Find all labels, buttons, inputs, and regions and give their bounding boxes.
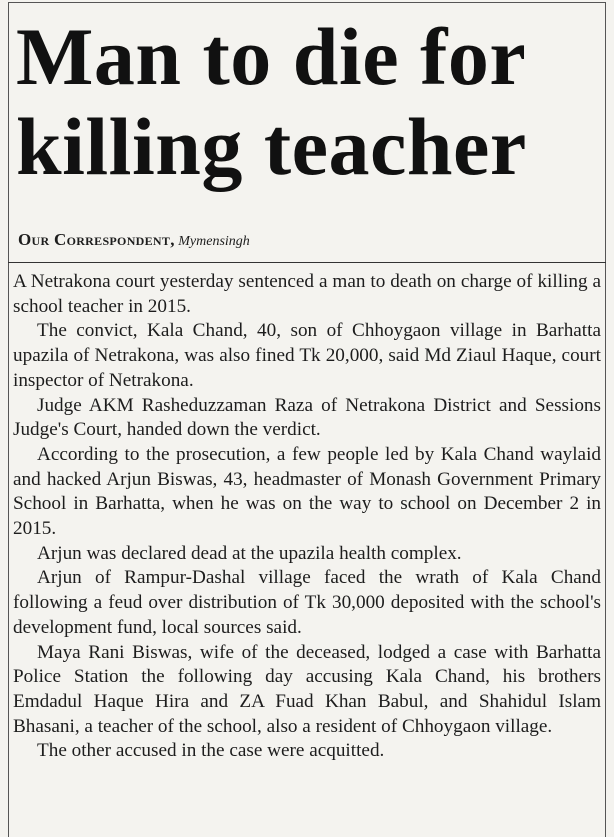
- headline: [16, 12, 606, 192]
- paragraph: Maya Rani Biswas, wife of the deceased, lodged a case with Barhatta Police Station the following day accusing Kala Chand, his brothers Emdadul Haque Hira and ZA Fuad Khan Babul, and Shahidul Islam Bhasani, a teacher of the school, also a resident of Chhoygaon village.: [13, 641, 601, 737]
- paragraph: A Netrakona court yesterday sentenced a man to death on charge of killing a school teacher in 2015.: [13, 271, 601, 317]
- paragraph: Judge AKM Rasheduzzaman Raza of Netrakona District and Sessions Judge's Court, handed down the verdict.: [13, 394, 601, 441]
- article-body: [13, 270, 601, 764]
- paragraph: The convict, Kala Chand, 40, son of Chhoygaon village in Barhatta upazila of Netrakona, was also fined Tk 20,000, said Md Ziaul Haque, court inspector of Netrakona.: [13, 320, 601, 391]
- byline-divider: [8, 262, 606, 263]
- paragraph: According to the prosecution, a few people led by Kala Chand waylaid and hacked Arjun Biswas, 43, headmaster of Monash Government Primary School in Barhatta, when he was on the way to school on December 2 in 2015.: [13, 443, 601, 540]
- paragraph: Arjun of Rampur-Dashal village faced the wrath of Kala Chand following a feud over distribution of Tk 30,000 deposited with the school's development fund, local sources said.: [13, 567, 601, 638]
- headline-line-2: killing teacher: [16, 101, 527, 192]
- headline-line-1: Man to die for: [16, 11, 527, 102]
- paragraph: Arjun was declared dead at the upazila health complex.: [37, 542, 462, 564]
- paragraph: The other accused in the case were acquitted.: [37, 740, 385, 762]
- byline-location: Mymensingh: [178, 234, 250, 249]
- byline-author: Our Correspondent,: [18, 230, 175, 249]
- byline: [18, 231, 598, 251]
